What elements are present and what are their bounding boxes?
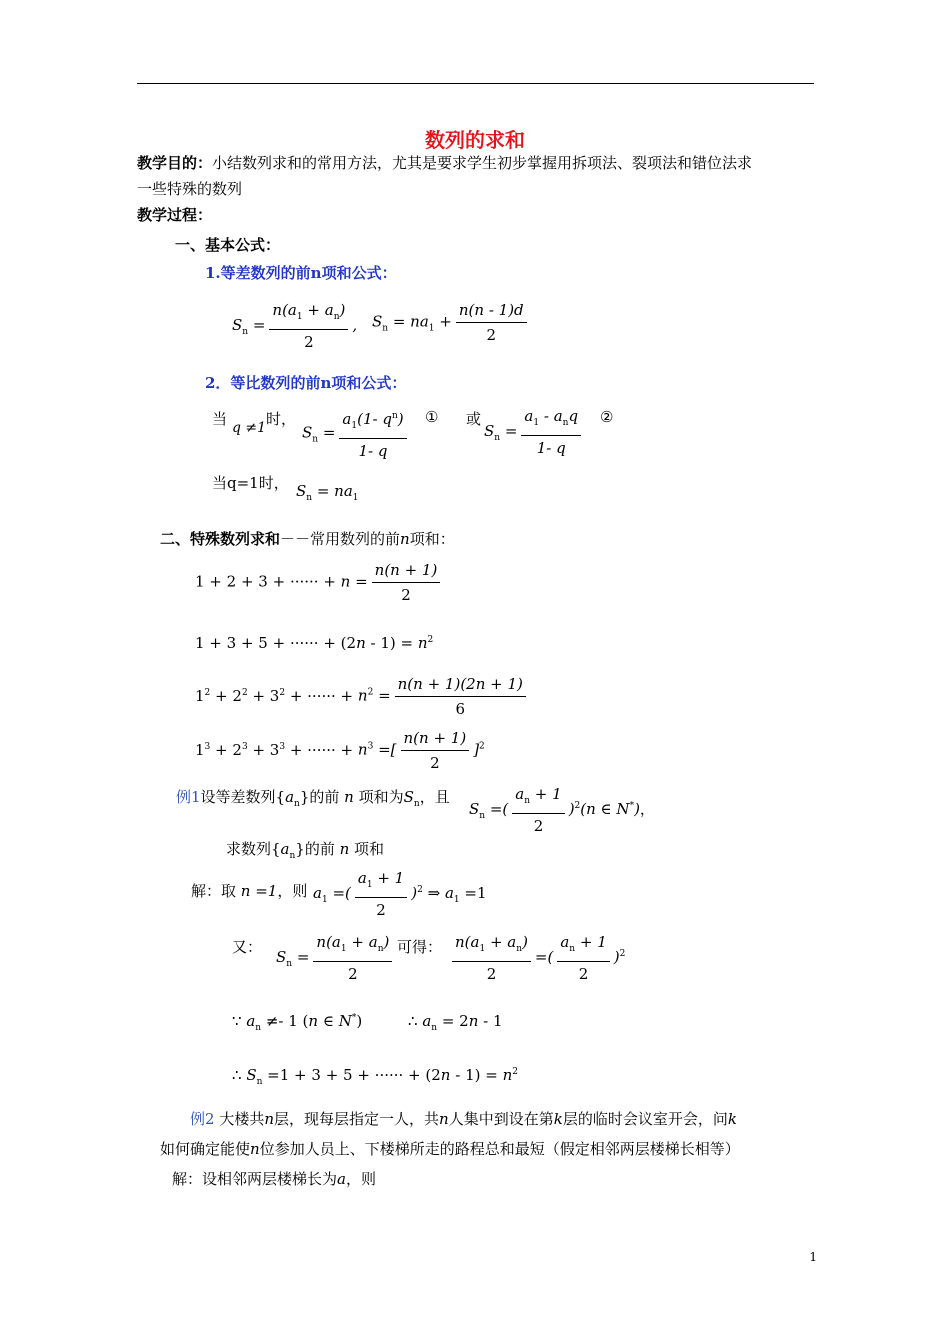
objective-label: 教学目的：: [137, 154, 213, 172]
example2-sol: 解：设相邻两层楼梯长为: [172, 1170, 338, 1188]
page-title: 数列的求和: [425, 128, 525, 152]
example1-solution-formula-5: ∴ $a_n = 2n - 1$: [408, 1012, 503, 1033]
example1-then: ，则: [277, 882, 308, 900]
section1-sub2: 2．等比数列的前n项和公式：: [205, 374, 407, 392]
example1-again: 又：: [232, 938, 263, 956]
objective-line-1: [137, 152, 752, 173]
geometric-sum-formula-2: $S_n$ = $\frac{a_1 - a_nq}{1- q}$: [484, 406, 585, 458]
arithmetic-sum-formula-2: $S_n = na_1$ + $\frac{n(n - 1)d}{2}$: [372, 300, 531, 345]
circle-1: ①: [425, 408, 439, 426]
example1-solution-formula-1: $a_1$ =( $\frac{a_1 + 1}{2}$ )$^2$ ⇒ $a_1 =1$: [313, 869, 487, 919]
example1-solution-1: 解：取 n =1，则: [191, 882, 308, 900]
example1-task-c: 项和: [354, 840, 385, 858]
example2-line2a: 如何确定能使: [160, 1140, 251, 1158]
example2-line-1: 例2 大楼共n层，现每层指定一人，共n人集中到设在第k层的临时会议室开会，问k: [190, 1110, 737, 1128]
example1-condition-formula: $S_n$ =( $\frac{a_n + 1}{2}$ )$^2$(n ∈ N*)，: [469, 785, 655, 835]
example2-line-2: 如何确定能使n位参加人员上、下楼梯所走的路程总和最短（假定相邻两层楼梯长相等）: [160, 1140, 740, 1158]
example1-solution-formula-3: $\frac{n(a_1 + a_n)}{2}$ =( $\frac{a_n + 1}{2}$ )$^2$: [448, 932, 625, 984]
example1-solution-formula-6: ∴ $S_n =1 + 3 + 5$ + ······ + $(2n - 1) = n^2$: [232, 1066, 518, 1087]
example1-sol-label: 解：取: [191, 882, 237, 900]
example2-text1: 大楼共: [219, 1110, 265, 1128]
example1-can-get: 可得：: [397, 938, 443, 956]
example2-solution: 解：设相邻两层楼梯长为a，则: [172, 1170, 376, 1188]
section2-heading-n: n: [400, 530, 410, 548]
sum-formula-3: $1^2 + 2^2 + 3^2$ + ······ + $n^2$ = $\frac{n(n + 1)(2n + 1)}{6}$: [195, 674, 530, 719]
section2-heading-end: 项和：: [409, 530, 455, 548]
or-label: 或: [466, 410, 482, 428]
example1-text-b: }的前: [299, 788, 340, 806]
example1-solution-formula-2: $S_n$ = $\frac{n(a_1 + a_n)}{2}$: [276, 932, 396, 984]
example1-text-c: 项和为: [358, 788, 404, 806]
example1-label: 例1: [176, 788, 201, 806]
q-ne-1-condition: q ≠1: [232, 420, 267, 436]
when-q-eq-1: 当q=1时，: [212, 474, 289, 492]
sum-formula-1: 1 + 2 + 3 + ······ + n = $\frac{n(n + 1)}{2}$: [195, 560, 444, 605]
example2-text3: 人集中到设在第: [448, 1110, 554, 1128]
example1-solution-formula-4: ∵ $a_n \ne- 1$ (n ∈ N*): [232, 1012, 363, 1033]
geometric-sum-q1: $S_n = na_1$: [296, 482, 359, 503]
header-rule: [137, 83, 814, 84]
circle-2: ②: [600, 408, 614, 426]
example1-task-b: }的前: [295, 840, 335, 858]
section1-sub1: 1.等差数列的前n项和公式：: [205, 264, 397, 282]
when-label-1: 当: [212, 410, 228, 428]
time-suffix-1: 时，: [266, 410, 297, 428]
example1-statement: 例1设等差数列$\{a_n\}$的前 n 项和为$S_n$，且: [176, 788, 450, 809]
example2-line2b: 位参加人员上、下楼梯所走的路程总和最短（假定相邻两层楼梯长相等）: [259, 1140, 740, 1158]
objective-text-1: 小结数列求和的常用方法，尤其是要求学生初步掌握用拆项法、裂项法和错位法求: [212, 154, 753, 172]
example2-label: 例2: [190, 1110, 215, 1128]
sum-formula-2: 1 + 3 + 5 + ······ + $(2n - 1) = n^2$: [195, 634, 434, 652]
section1-heading: 一、基本公式：: [175, 236, 281, 254]
example1-task: 求数列$\{a_n\}$的前 n 项和: [226, 840, 385, 861]
objective-line-2: 一些特殊的数列: [137, 180, 243, 198]
page-number: 1: [809, 1250, 817, 1264]
section2-heading-rest: －－常用数列的前: [280, 530, 401, 548]
example2-text4: 层的临时会议室开会，问: [562, 1110, 728, 1128]
geometric-sum-formula-1: $S_n$ = $\frac{a_1(1- q^n)}{1- q}$: [302, 406, 411, 461]
section2-heading-bold: 二、特殊数列求和: [160, 530, 281, 548]
sum-formula-4: $1^3 + 2^3 + 3^3$ + ······ + $n^3$ =[ $\frac{n(n + 1)}{2}$ ]$^2$: [195, 729, 485, 772]
process-label: 教学过程：: [137, 206, 213, 224]
section2-heading: [160, 528, 455, 549]
arithmetic-sum-formula-1: $S_n$ = $\frac{n(a_1 + a_n)}{2}$ ,: [232, 301, 358, 351]
example1-task-a: 求数列{: [226, 840, 281, 858]
example2-text2: 层，现每层指定一人，共: [274, 1110, 440, 1128]
example2-sol-end: ，则: [345, 1170, 376, 1188]
example1-text-a: 设等差数列{: [200, 788, 286, 806]
example1-text-d: ，且: [419, 788, 450, 806]
